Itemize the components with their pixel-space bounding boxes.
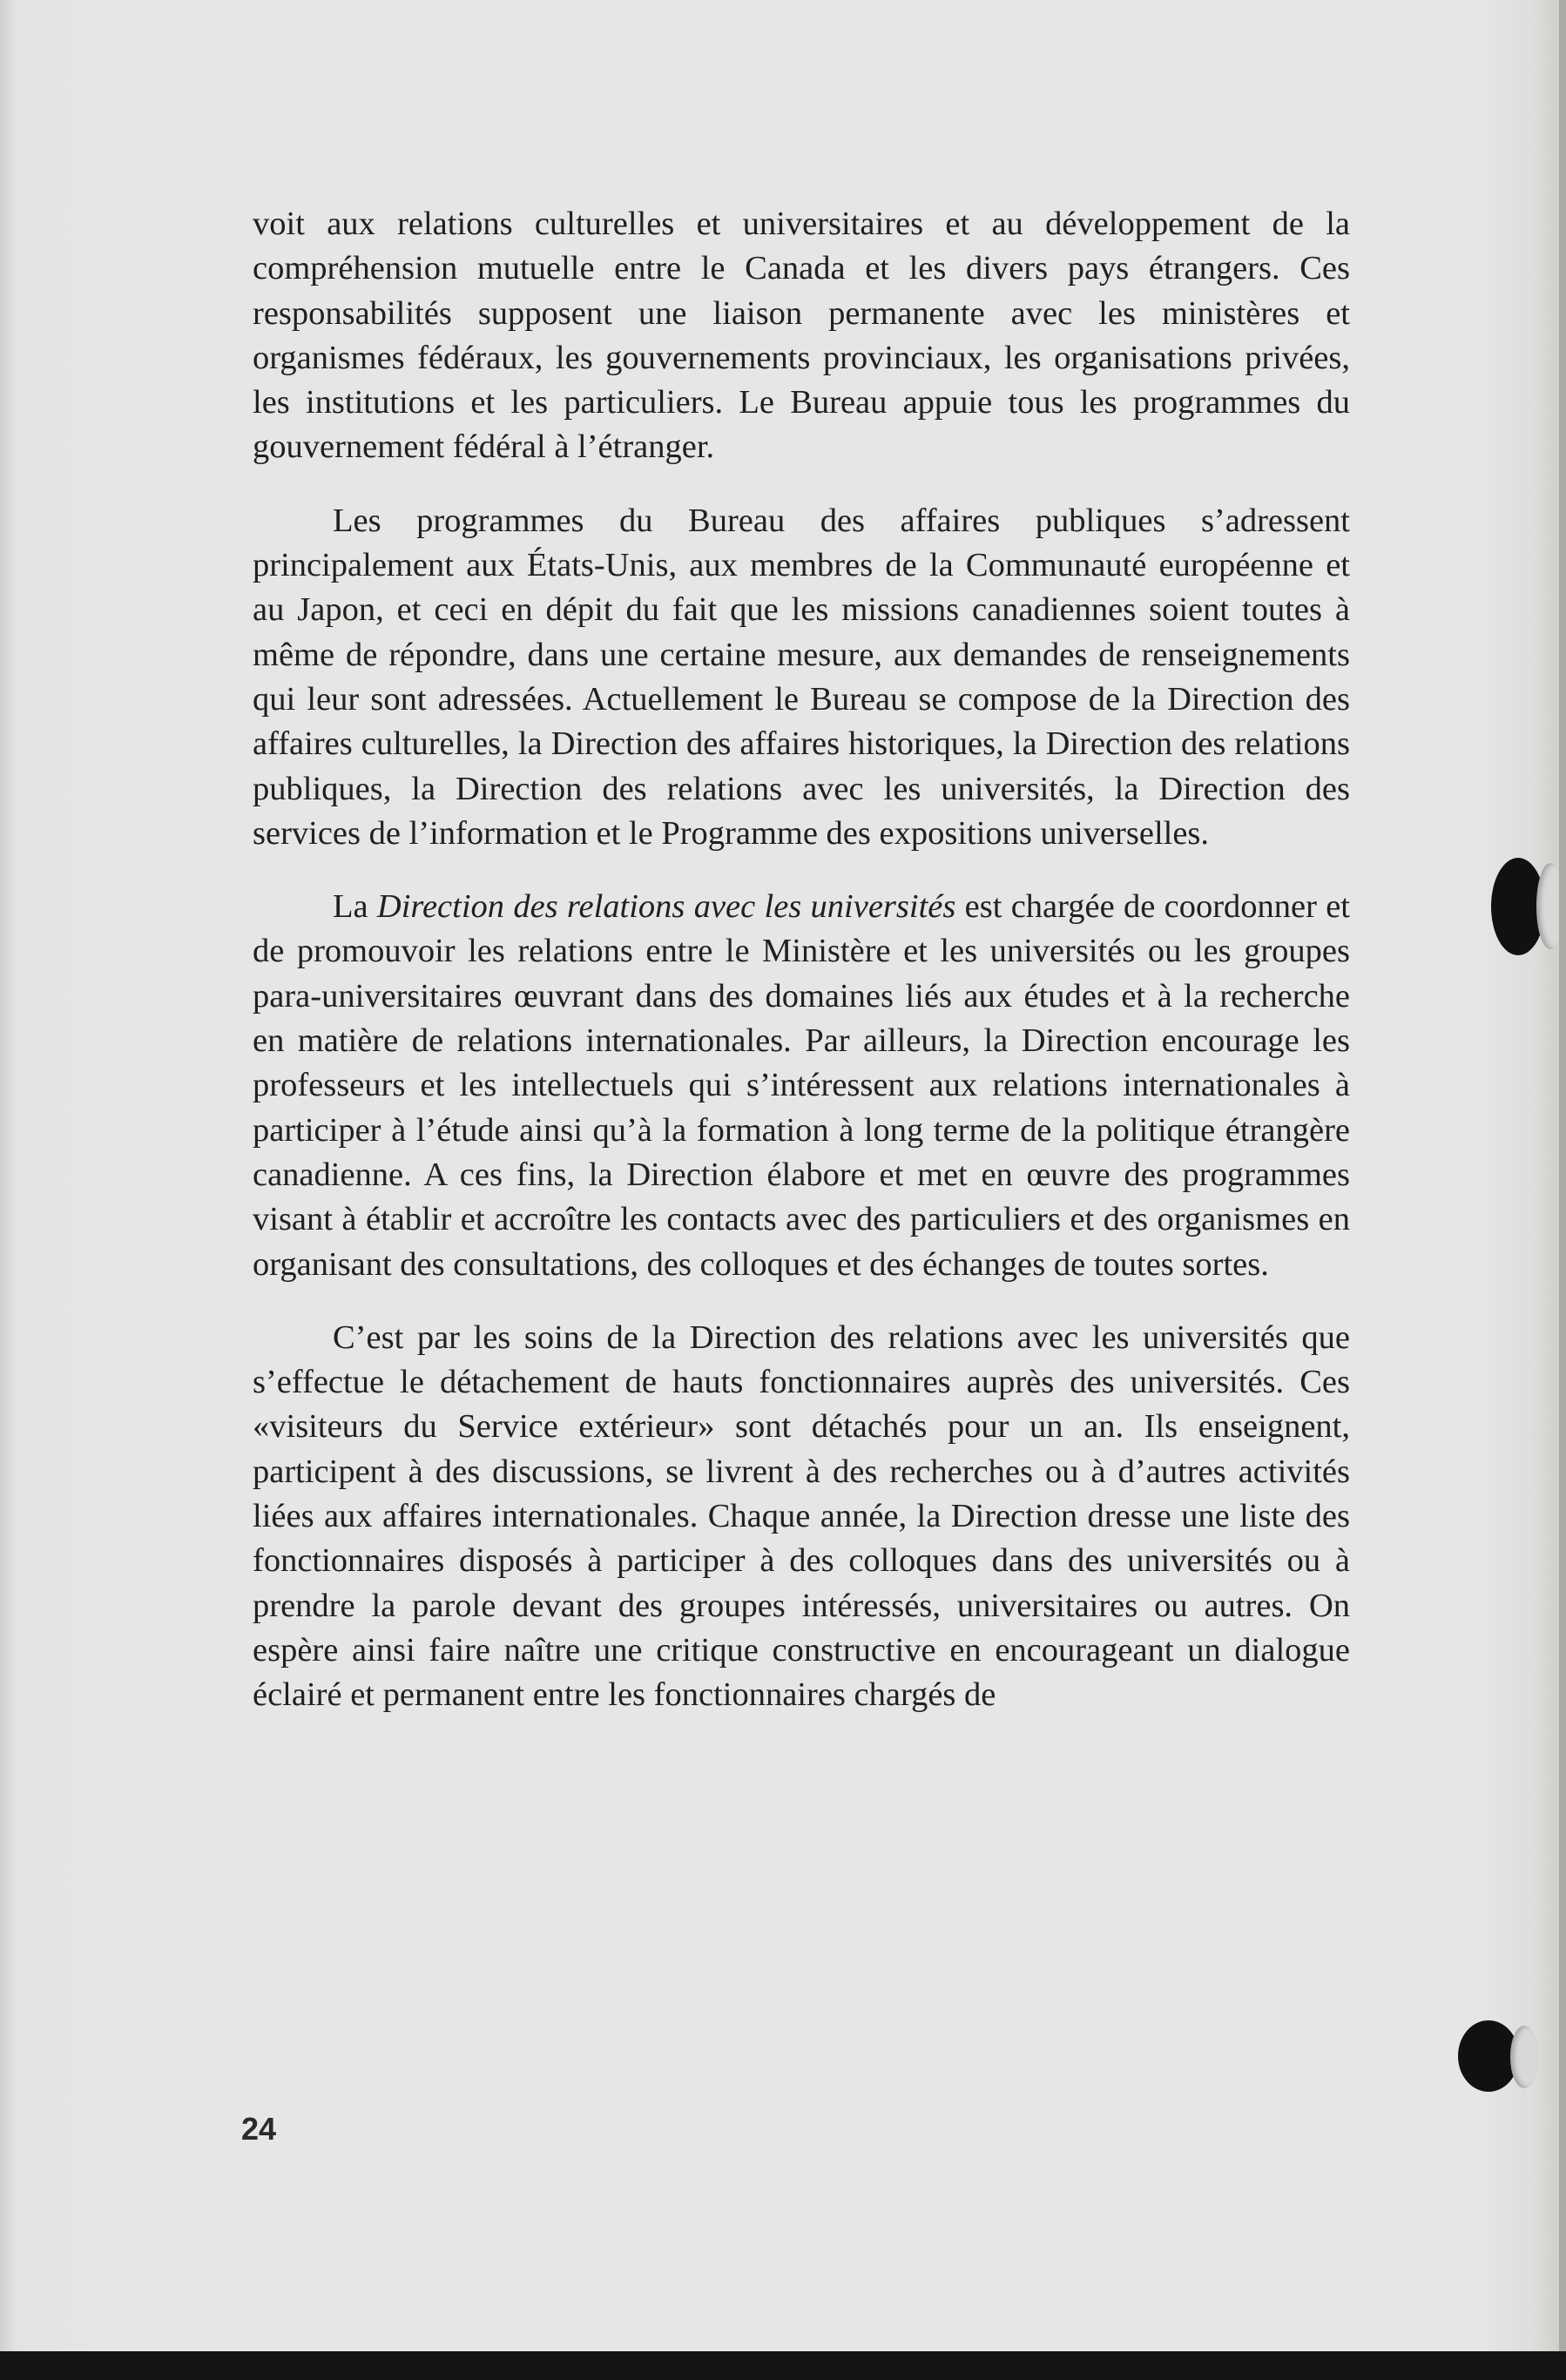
- punch-hole-upper: [1491, 858, 1545, 955]
- paragraph-3-rest: est chargée de coordonner et de promouvoir les relations entre le Ministère et les universités ou les groupes para-universitaires œuvrant dans des domaines liés aux études et à la recherche en matière de relations internationales. Par ailleurs, la Direction encourage les professeurs et les intellectuels qui s’intéressent aux relations internationales à participer à l’étude ainsi qu’à la formation à long terme de la politique étrangère canadienne. A ces fins, la Direction élabore et met en œuvre des programmes visant à établir et accroître les contacts avec des particuliers et des organismes en organisant des consultations, des colloques et des échanges de toutes sortes.: [253, 888, 1351, 1283]
- paragraph-4: C’est par les soins de la Direction des relations avec les universités que s’effectue le détachement de hauts fonctionnaires auprès des universités. Ces «visiteurs du Service extérieur» sont détachés pour un an. Ils enseignent, participent à des discussions, se livrent à des recherches ou à d’autres activités liées aux affaires internationales. Chaque année, la Direction dresse une liste des fonctionnaires disposés à participer à des colloques dans des universités ou à prendre la parole devant des groupes intéressés, universitaires ou autres. On espère ainsi faire naître une critique constructive en encourageant un dialogue éclairé et permanent entre les fonctionnaires chargés de: [253, 1318, 1350, 1714]
- punch-hole-lower: [1458, 2020, 1519, 2092]
- paragraph-1: voit aux relations culturelles et universitaires et au développement de la compréhension mutuelle entre le Canada et les divers pays étrangers. Ces responsabilités supposent une liaison permanente avec les ministères et organismes fédéraux, les gouvernements provinciaux, les organisations privées, les institutions et les particuliers. Le Bureau appuie tous les programmes du gouvernement fédéral à l’étranger.: [253, 206, 1350, 466]
- page-number: 24: [241, 2111, 277, 2147]
- paragraph-2: Les programmes du Bureau des affaires publiques s’adressent principalement aux États-Unis, aux membres de la Communauté européenne et au Japon, et ceci en dépit du fait que les missions canadiennes soient toutes à même de répondre, dans une certaine mesure, aux demandes de renseignements qui leur sont adressées. Actuellement le Bureau se compose de la Direction des affaires culturelles, la Direction des affaires historiques, la Direction des relations publiques, la Direction des relations avec les universités, la Direction des services de l’information et le Programme des expositions universelles.: [253, 502, 1350, 852]
- paragraph-3: [253, 885, 1350, 1287]
- scan-bottom-border: [0, 2351, 1566, 2380]
- paragraph-3-lead: La: [333, 888, 377, 926]
- body-text: [253, 202, 1350, 1747]
- page-edge-shadow: [1559, 0, 1566, 2351]
- paragraph-3-italic: Direction des relations avec les universités: [376, 888, 956, 926]
